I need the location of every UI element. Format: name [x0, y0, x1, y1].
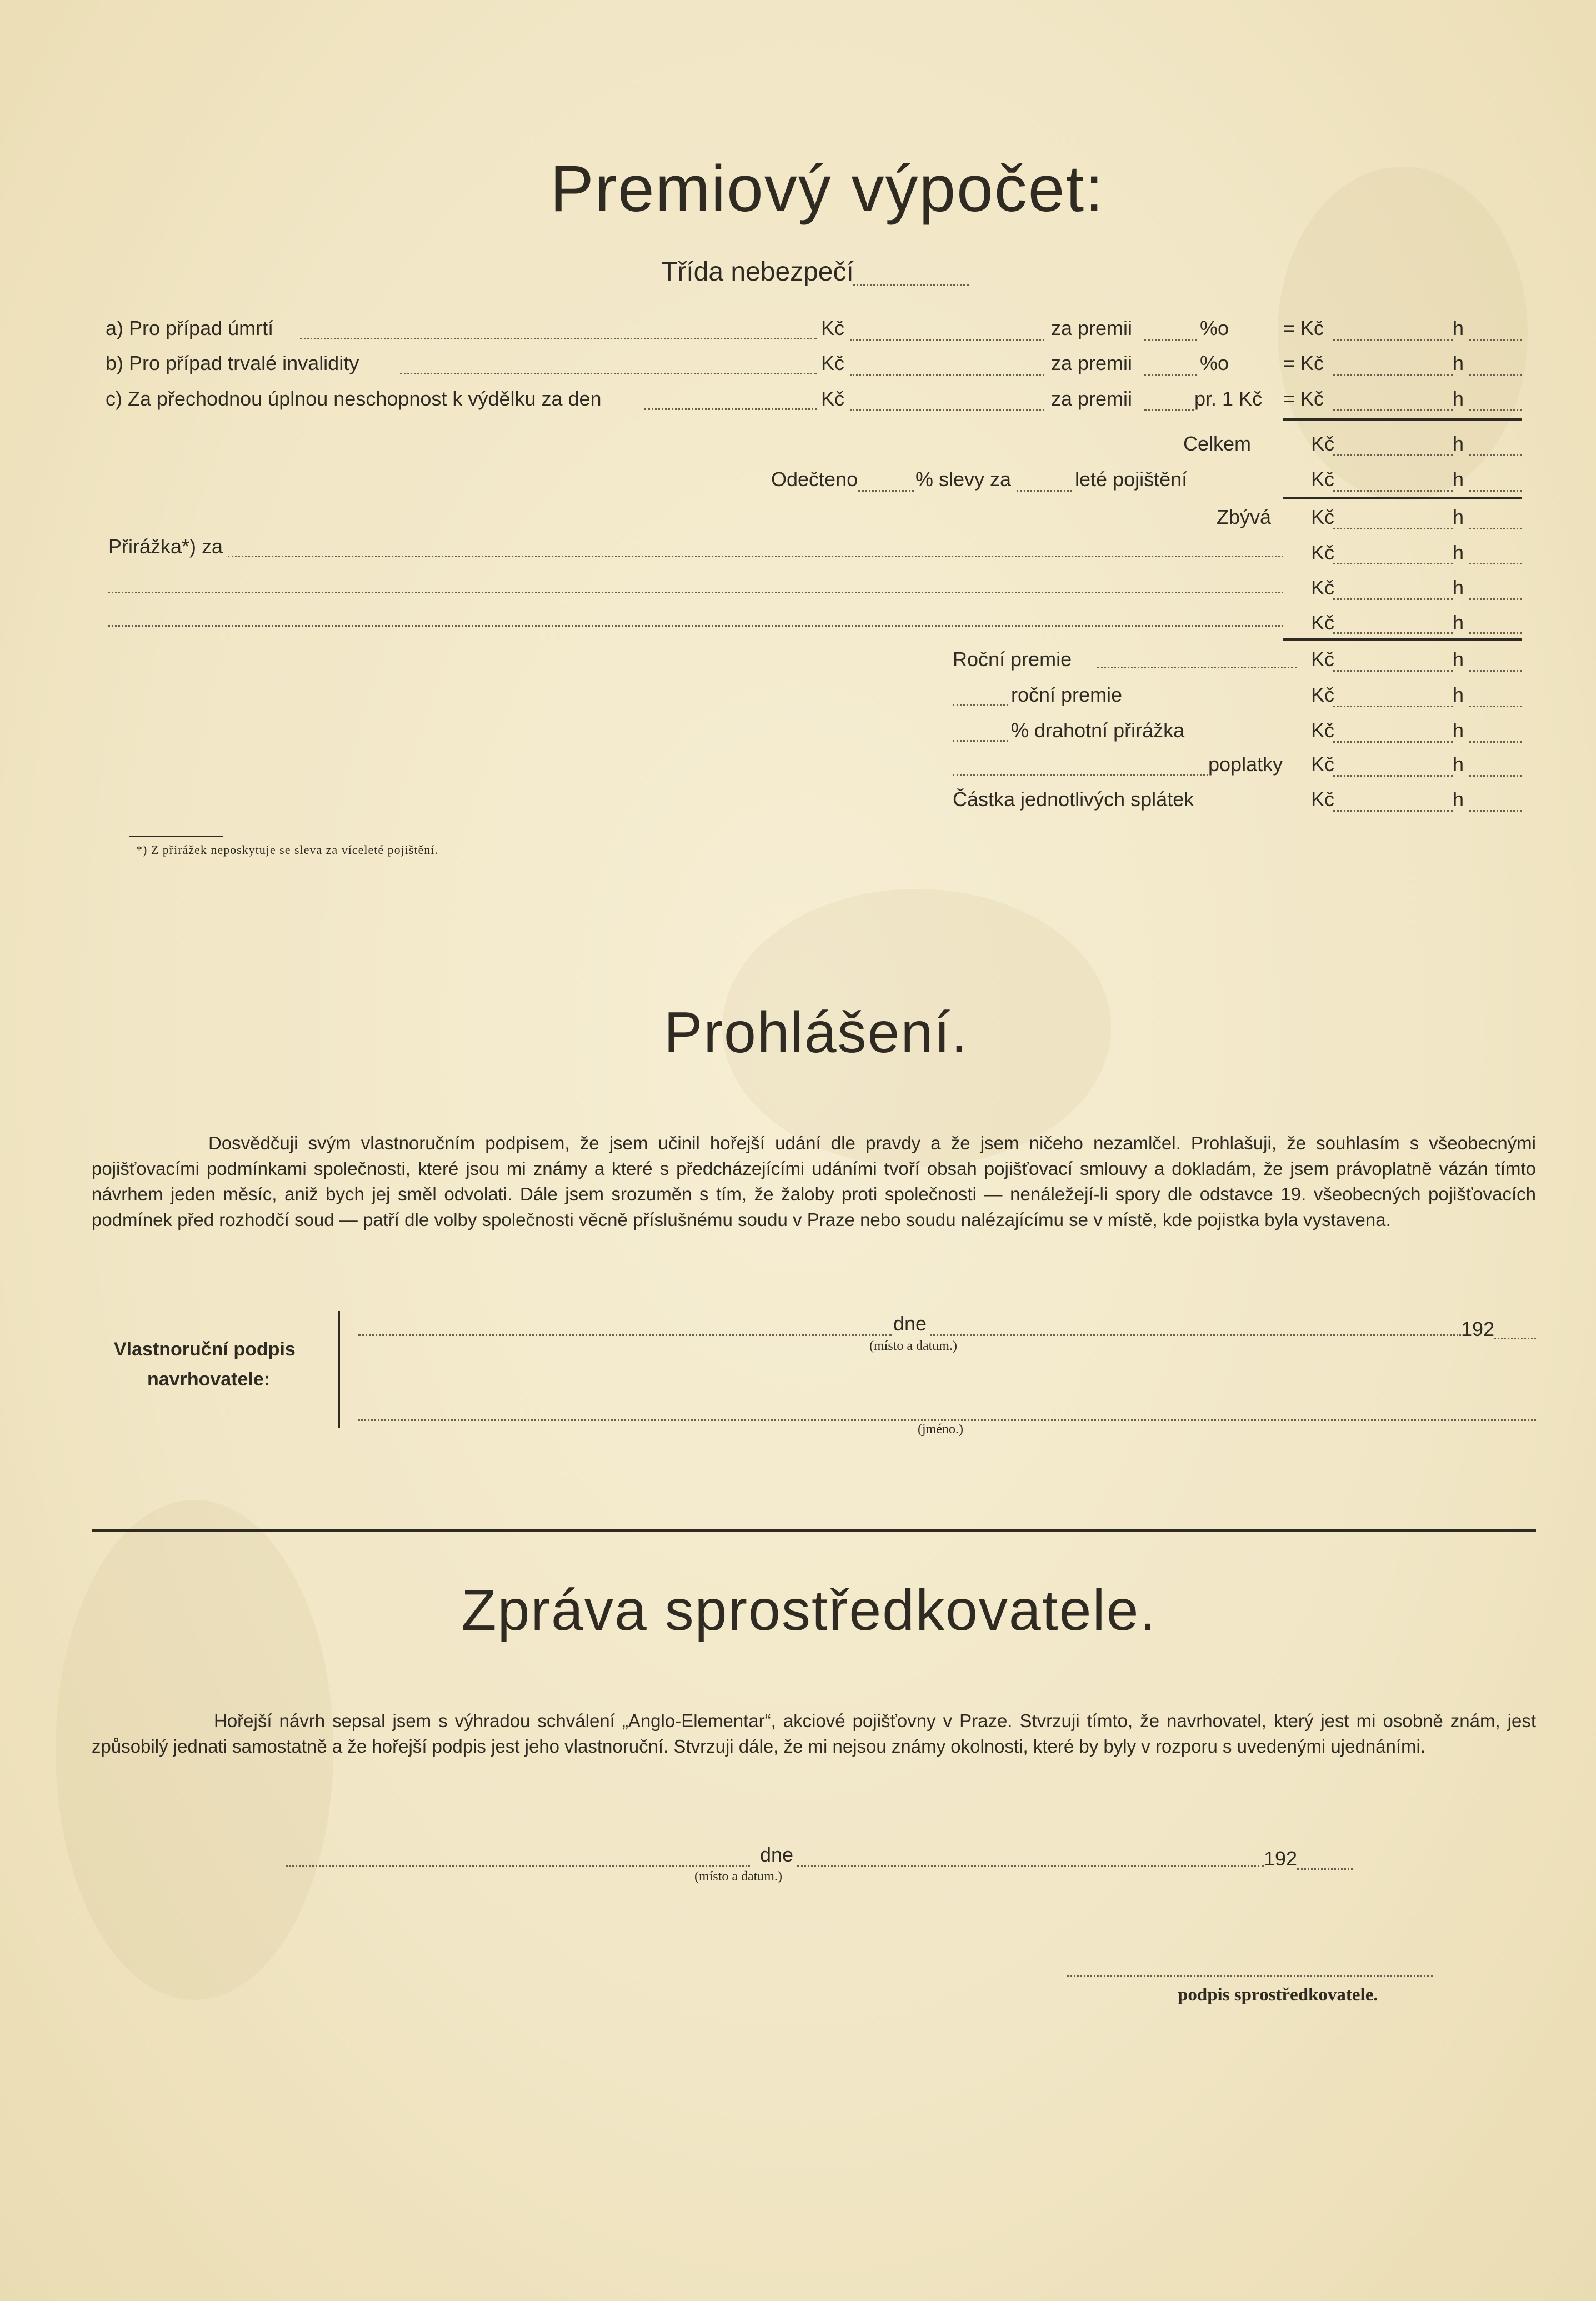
leader-dots [400, 373, 817, 374]
section-divider [92, 1529, 1536, 1532]
name-caption: (jméno.) [918, 1422, 963, 1437]
annual-kc-field[interactable] [1333, 670, 1453, 672]
row-c-label: c) Za přechodnou úplnou neschopnost k výdělku za den [106, 387, 602, 410]
sum-rule [1283, 638, 1522, 641]
annual2-fraction-field[interactable] [953, 704, 1008, 706]
report-title: Zpráva sprostředkovatele. [461, 1578, 1157, 1643]
surcharge-h-field-2[interactable] [1469, 598, 1522, 600]
discount-suffix: leté pojištění [1075, 468, 1188, 491]
surcharge-kc-3: Kč [1311, 611, 1335, 634]
row-c-premium-label: za premii [1051, 387, 1133, 410]
row-c-kc-field[interactable] [1333, 409, 1453, 411]
report-text: Hořejší návrh sepsal jsem s výhradou schválení „Anglo-Elementar“, akciové pojišťovny v Praze. Stvrzuji tímto, že navrhovatel, který jest mi osobně znám, jest způsobilý jednati samostatně a že hořejší podpis jest jeho vlastnoruční. Stvrzuji dále, že mi nejsou známy okolnosti, které by byly v rozporu s uvedenými ujednáními. [92, 1710, 1536, 1757]
name-field[interactable] [358, 1419, 1536, 1421]
installment-label: Částka jednotlivých splátek [953, 788, 1194, 811]
signature-label-2: navrhovatele: [147, 1369, 271, 1390]
row-a-premium-label: za premii [1051, 317, 1133, 339]
declaration-text: Dosvědčuji svým vlastnoručním podpisem, že jsem učinil hořejší udání dle pravdy a že jsem ničeho nezamlčel. Prohlašuji, že souhlasím s všeobecnými pojišťovacími podmínkami společnosti, které jsou mi známy a které s předcházejícími udáními tvoří obsah pojišťovací smlouvy a dokladám, že jsem právoplatně vázán tímto návrhem jeden měsíc, aniž bych jej směl odvolati. Dále jsem srozuměn s tím, že žaloby proti společnosti — nenáležejí-li spory dle odstavce 19. všeobecných pojišťovacích podmínek před rozhodčí soud — patří dle volby společnosti věcně příslušnému soudu v Praze nebo soudu nalézajícímu se v místě, kde pojistka byla vystavena. [92, 1133, 1536, 1230]
report-date-field[interactable] [797, 1865, 1264, 1867]
discount-mid: % slevy za [915, 468, 1012, 491]
installment-h-field[interactable] [1469, 810, 1522, 812]
row-c-kc: Kč [821, 387, 845, 410]
surcharge-line-2[interactable] [108, 592, 1283, 593]
inflation-h-field[interactable] [1469, 741, 1522, 743]
surcharge-kc-field-3[interactable] [1333, 632, 1453, 634]
row-a-h-field[interactable] [1469, 339, 1522, 341]
remaining-label: Zbývá [1217, 506, 1272, 528]
annual-h: h [1453, 648, 1464, 671]
row-a-eq: = Kč [1283, 317, 1324, 339]
row-c-h: h [1453, 387, 1464, 410]
row-a-rate-field[interactable] [1144, 339, 1197, 341]
fees-label: poplatky [1208, 753, 1283, 776]
surcharge-label: Přirážka*) za [108, 535, 223, 558]
date-field[interactable] [930, 1334, 1461, 1336]
place-date-caption: (místo a datum.) [869, 1339, 957, 1353]
row-c-eq: = Kč [1283, 387, 1324, 410]
agent-signature-field[interactable] [1067, 1975, 1433, 1977]
row-c-h-field[interactable] [1469, 409, 1522, 411]
declaration-year: 192 [1461, 1318, 1495, 1340]
surcharge-h-field-1[interactable] [1469, 563, 1522, 564]
sum-rule [1283, 497, 1522, 499]
row-a-amount-field[interactable] [850, 339, 1044, 341]
fees-kc: Kč [1311, 753, 1335, 776]
declaration-dne: dne [893, 1312, 927, 1335]
surcharge-line-1[interactable] [228, 556, 1283, 557]
row-a-unit: %o [1200, 317, 1229, 339]
row-a-label: a) Pro případ úmrtí [106, 317, 274, 339]
total-h-field[interactable] [1469, 454, 1522, 456]
risk-class-field[interactable] [853, 284, 969, 286]
inflation-kc-field[interactable] [1333, 741, 1453, 743]
surcharge-h-2: h [1453, 576, 1464, 599]
footnote: *) Z přirážek neposkytuje se sleva za víceleté pojištění. [136, 843, 438, 857]
installment-kc-field[interactable] [1333, 810, 1453, 812]
annual2-h-field[interactable] [1469, 706, 1522, 707]
surcharge-kc-field-1[interactable] [1333, 563, 1453, 564]
row-c-amount-field[interactable] [850, 409, 1044, 411]
inflation-label: % drahotní přirážka [1011, 719, 1185, 742]
annual2-label: roční premie [1011, 683, 1123, 706]
row-b-label: b) Pro případ trvalé invalidity [106, 352, 359, 374]
leader-dots [300, 338, 817, 339]
row-b-unit: %o [1200, 352, 1229, 374]
annual2-kc: Kč [1311, 683, 1335, 706]
surcharge-kc-2: Kč [1311, 576, 1335, 599]
row-b-h: h [1453, 352, 1464, 374]
signature-label-1: Vlastnoruční podpis [114, 1339, 296, 1360]
discount-prefix: Odečteno [771, 468, 858, 491]
inflation-kc: Kč [1311, 719, 1335, 742]
surcharge-line-3[interactable] [108, 625, 1283, 627]
row-b-kc: Kč [821, 352, 845, 374]
footnote-rule [129, 836, 223, 837]
fees-h-field[interactable] [1469, 775, 1522, 777]
report-year: 192 [1264, 1847, 1298, 1870]
row-c-rate-field[interactable] [1144, 409, 1194, 411]
row-b-amount-field[interactable] [850, 374, 1044, 376]
discount-h: h [1453, 468, 1464, 491]
total-kc-field[interactable] [1333, 454, 1453, 456]
fees-field[interactable] [953, 774, 1208, 776]
risk-class-label: Třída nebezpečí [661, 257, 854, 287]
annual-h-field[interactable] [1469, 670, 1522, 672]
row-b-rate-field[interactable] [1144, 374, 1197, 376]
signature-brace [338, 1311, 340, 1428]
annual-kc: Kč [1311, 648, 1335, 671]
report-place-field[interactable] [286, 1865, 750, 1867]
total-label: Celkem [1183, 432, 1252, 455]
report-dne: dne [760, 1843, 794, 1866]
remaining-kc: Kč [1311, 506, 1335, 528]
inflation-percent-field[interactable] [953, 740, 1008, 742]
discount-kc-field[interactable] [1333, 490, 1453, 492]
row-a-h: h [1453, 317, 1464, 339]
surcharge-h-3: h [1453, 611, 1464, 634]
remaining-h-field[interactable] [1469, 528, 1522, 529]
surcharge-h-field-3[interactable] [1469, 632, 1522, 634]
declaration-title: Prohlášení. [664, 1001, 969, 1065]
total-h: h [1453, 432, 1464, 455]
row-b-premium-label: za premii [1051, 352, 1133, 374]
remaining-h: h [1453, 506, 1464, 528]
discount-h-field[interactable] [1469, 490, 1522, 492]
row-a-kc: Kč [821, 317, 845, 339]
discount-kc: Kč [1311, 468, 1335, 491]
remaining-kc-field[interactable] [1333, 528, 1453, 529]
premium-title: Premiový výpočet: [550, 152, 1104, 226]
report-place-date-caption: (místo a datum.) [694, 1869, 782, 1884]
row-b-h-field[interactable] [1469, 374, 1522, 376]
installment-h: h [1453, 788, 1464, 811]
discount-percent-field[interactable] [858, 490, 914, 492]
place-field[interactable] [358, 1334, 892, 1336]
surcharge-kc-field-2[interactable] [1333, 598, 1453, 600]
discount-years-field[interactable] [1017, 490, 1072, 492]
row-a-kc-field[interactable] [1333, 339, 1453, 341]
fees-h: h [1453, 753, 1464, 776]
row-b-kc-field[interactable] [1333, 374, 1453, 376]
row-c-unit: pr. 1 Kč [1194, 387, 1263, 410]
report-year-field[interactable] [1297, 1868, 1353, 1870]
annual-label: Roční premie [953, 648, 1072, 671]
fees-kc-field[interactable] [1333, 775, 1453, 777]
surcharge-h-1: h [1453, 541, 1464, 564]
year-field[interactable] [1494, 1338, 1536, 1339]
leader-dots [644, 408, 817, 410]
surcharge-kc-1: Kč [1311, 541, 1335, 564]
total-kc: Kč [1311, 432, 1335, 455]
agent-signature-label: podpis sprostředkovatele. [1178, 1985, 1378, 2005]
inflation-h: h [1453, 719, 1464, 742]
annual2-h: h [1453, 683, 1464, 706]
installment-kc: Kč [1311, 788, 1335, 811]
annual2-kc-field[interactable] [1333, 706, 1453, 707]
leader-dots [1097, 667, 1297, 668]
sum-rule [1283, 418, 1522, 421]
row-b-eq: = Kč [1283, 352, 1324, 374]
